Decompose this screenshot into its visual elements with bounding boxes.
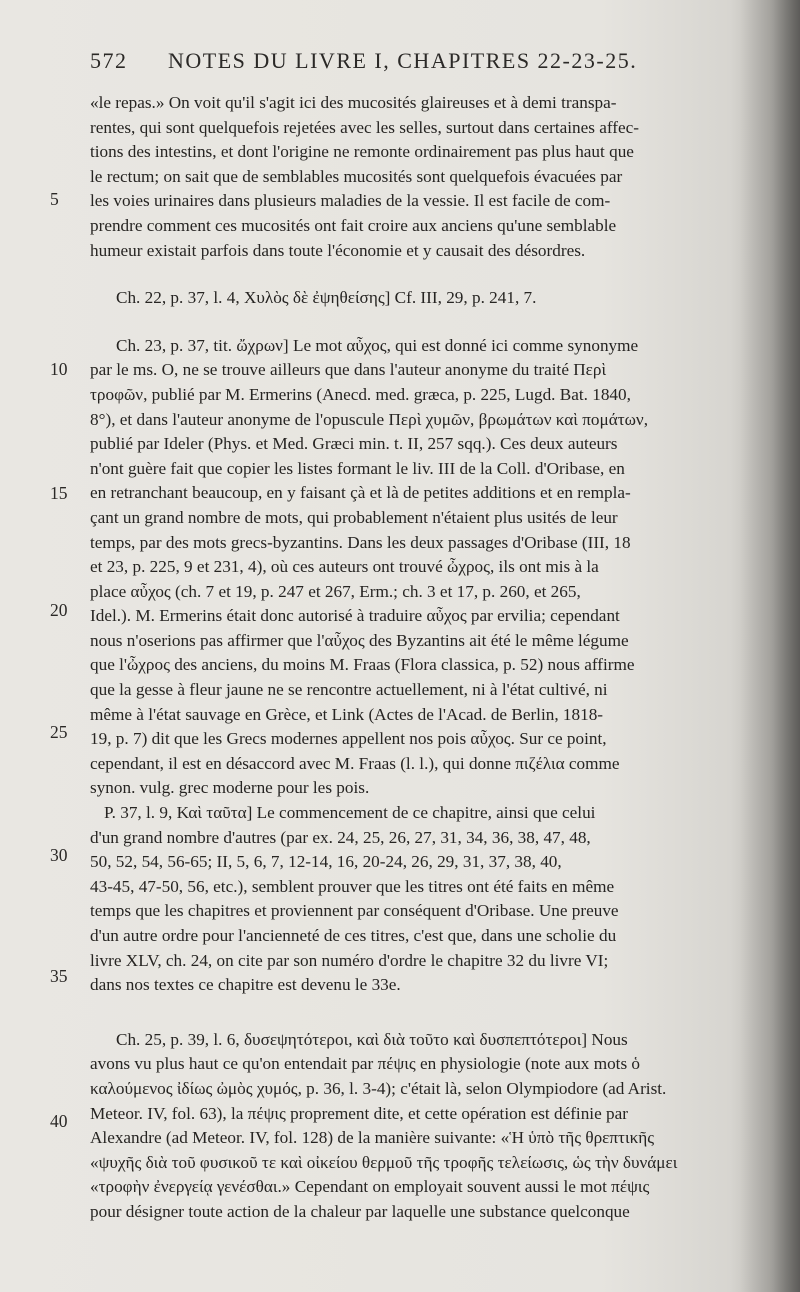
text-line: 19, p. 7) dit que les Grecs modernes appellent nos pois αὖχος. Sur ce point, — [90, 729, 607, 749]
body-text — [90, 91, 746, 1225]
text-line: τροφῶν, publié par M. Ermerins (Anecd. med. græca, p. 225, Lugd. Bat. 1840, — [90, 384, 631, 404]
text-line: P. 37, l. 9, Καὶ ταῦτα] Le commencement de ce chapitre, ainsi que celui — [104, 803, 596, 823]
text-line: Meteor. IV, fol. 63), la πέψις proprement dite, et cette opération est définie par — [90, 1103, 628, 1123]
text-line: d'un grand nombre d'autres (par ex. 24, 25, 26, 27, 31, 34, 36, 38, 47, 48, — [90, 827, 591, 847]
text-line: d'un autre ordre pour l'ancienneté de ces titres, c'est que, dans une scholie du — [90, 926, 617, 945]
text-line: place αὖχος (ch. 7 et 19, p. 247 et 267, Erm.; ch. 3 et 17, p. 260, et 265, — [90, 581, 581, 601]
text-line: καλούμενος ἰδίως ὠμὸς χυμός, p. 36, l. 3-4); c'était là, selon Olympiodore (ad Arist. — [90, 1078, 667, 1098]
text-line: 8°), et dans l'auteur anonyme de l'opuscule Περὶ χυμῶν, βρωμάτων καὶ πομάτων, — [90, 409, 648, 429]
paragraph-ch22 — [90, 286, 746, 311]
text-line: çant un grand nombre de mots, qui probablement n'étaient plus usités de leur — [90, 507, 618, 527]
text-line: livre XLV, ch. 24, on cite par son numéro d'ordre le chapitre 32 du livre VI; — [90, 950, 609, 970]
text-line: n'ont guère fait que copier les listes formant le liv. III de la Coll. d'Oribase, en — [90, 458, 625, 478]
line-number-40: 40 — [50, 1111, 68, 1131]
text-line: Ch. 25, p. 39, l. 6, δυσεψητότεροι, καὶ διὰ τοῦτο καὶ δυσπεπτότεροι] Nous — [116, 1029, 628, 1049]
text-line: Ch. 22, p. 37, l. 4, Χυλὸς δὲ ἐψηθείσης] Cf. III, 29, p. 241, 7. — [116, 288, 537, 308]
text-line: cependant, il est en désaccord avec M. Fraas (l. l.), qui donne πιζέλια comme — [90, 753, 620, 773]
text-line: dans nos textes ce chapitre est devenu le 33e. — [90, 975, 401, 995]
text-line: en retranchant beaucoup, en y faisant çà et là de petites additions et en rempla- — [90, 483, 631, 503]
line-number-15: 15 — [50, 483, 68, 503]
text-line: Ch. 23, p. 37, tit. ὤχρων] Le mot αὖχος, qui est donné ici comme synonyme — [116, 335, 639, 355]
running-header — [90, 48, 740, 74]
line-number-20: 20 — [50, 600, 68, 620]
text-line: «τροφὴν ἐνεργείᾳ γενέσθαι.» Cependant on employait souvent aussi le mot πέψις — [90, 1177, 650, 1197]
text-line: le rectum; on sait que de semblables mucosités sont quelquefois évacuées par — [90, 166, 623, 186]
text-line: synon. vulg. grec moderne pour les pois. — [90, 778, 370, 798]
text-line: rentes, qui sont quelquefois rejetées avec les selles, surtout dans certaines affec- — [90, 117, 640, 137]
text-line: et 23, p. 225, 9 et 231, 4), où ces auteurs ont trouvé ὦχρος, ils ont mis à la — [90, 557, 599, 577]
text-line: temps, par des mots grecs-byzantins. Dans les deux passages d'Oribase (III, 18 — [90, 532, 631, 552]
paragraph-ch25 — [90, 1028, 746, 1225]
running-title: NOTES DU LIVRE I, CHAPITRES 22-23-25. — [168, 48, 638, 73]
text-line: nous n'oserions pas affirmer que l'αὖχος des Byzantins ait été le même légume — [90, 630, 629, 650]
text-line: temps que les chapitres et proviennent par conséquent d'Oribase. Une preuve — [90, 901, 619, 921]
text-line: publié par Ideler (Phys. et Med. Græci min. t. II, 257 sqq.). Ces deux auteurs — [90, 434, 618, 454]
text-line: par le ms. O, ne se trouve ailleurs que dans l'auteur anonyme du traité Περὶ — [90, 360, 607, 380]
line-number-30: 30 — [50, 845, 68, 865]
paragraph-gap — [90, 311, 746, 334]
text-line: que la gesse à fleur jaune ne se rencontre actuellement, ni à l'état cultivé, ni — [90, 680, 608, 700]
paragraph-ch23 — [90, 334, 746, 801]
text-line: que l'ὦχρος des anciens, du moins M. Fraas (Flora classica, p. 52) nous affirme — [90, 655, 635, 675]
text-line: les voies urinaires dans plusieurs maladies de la vessie. Il est facile de com- — [90, 191, 611, 211]
paragraph-p37 — [90, 801, 746, 998]
text-line: prendre comment ces mucosités ont fait croire aux anciens qu'une semblable — [90, 215, 617, 235]
paragraph-mucosites — [90, 91, 746, 263]
text-line: Alexandre (ad Meteor. IV, fol. 128) de la manière suivante: «Ἡ ὑπὸ τῆς θρεπτικῆς — [90, 1128, 655, 1148]
text-line: avons vu plus haut ce qu'on entendait par πέψις en physiologie (note aux mots ὁ — [90, 1054, 641, 1074]
text-line: tions des intestins, et dont l'origine ne remonte ordinairement pas plus haut que — [90, 142, 634, 162]
paragraph-gap — [90, 263, 746, 286]
text-line: pour désigner toute action de la chaleur par laquelle une substance quelconque — [90, 1201, 630, 1221]
text-line: Idel.). M. Ermerins était donc autorisé à traduire αὖχος par ervilia; cependant — [90, 606, 620, 626]
text-line: humeur existait parfois dans toute l'économie et y causait des désordres. — [90, 240, 586, 260]
text-line: «le repas.» On voit qu'il s'agit ici des mucosités glaireuses et à demi transpa- — [90, 93, 617, 112]
text-line: même à l'état sauvage en Grèce, et Link (Actes de l'Acad. de Berlin, 1818- — [90, 704, 604, 724]
page-number: 572 — [90, 48, 128, 73]
text-line: 50, 52, 54, 56-65; II, 5, 6, 7, 12-14, 16, 20-24, 26, 29, 31, 37, 38, 40, — [90, 852, 562, 872]
line-number-25: 25 — [50, 722, 68, 742]
line-number-35: 35 — [50, 966, 68, 986]
line-number-5: 5 — [50, 189, 59, 209]
text-line: 43-45, 47-50, 56, etc.), semblent prouver que les titres ont été faits en même — [90, 876, 615, 896]
binding-shadow — [740, 0, 800, 1292]
line-number-10: 10 — [50, 359, 68, 379]
paragraph-gap — [90, 998, 746, 1028]
text-line: «ψυχῆς διὰ τοῦ φυσικοῦ τε καὶ οἰκείου θερμοῦ τῆς τροφῆς τελείωσις, ὡς τὴν δυνάμει — [90, 1152, 678, 1172]
